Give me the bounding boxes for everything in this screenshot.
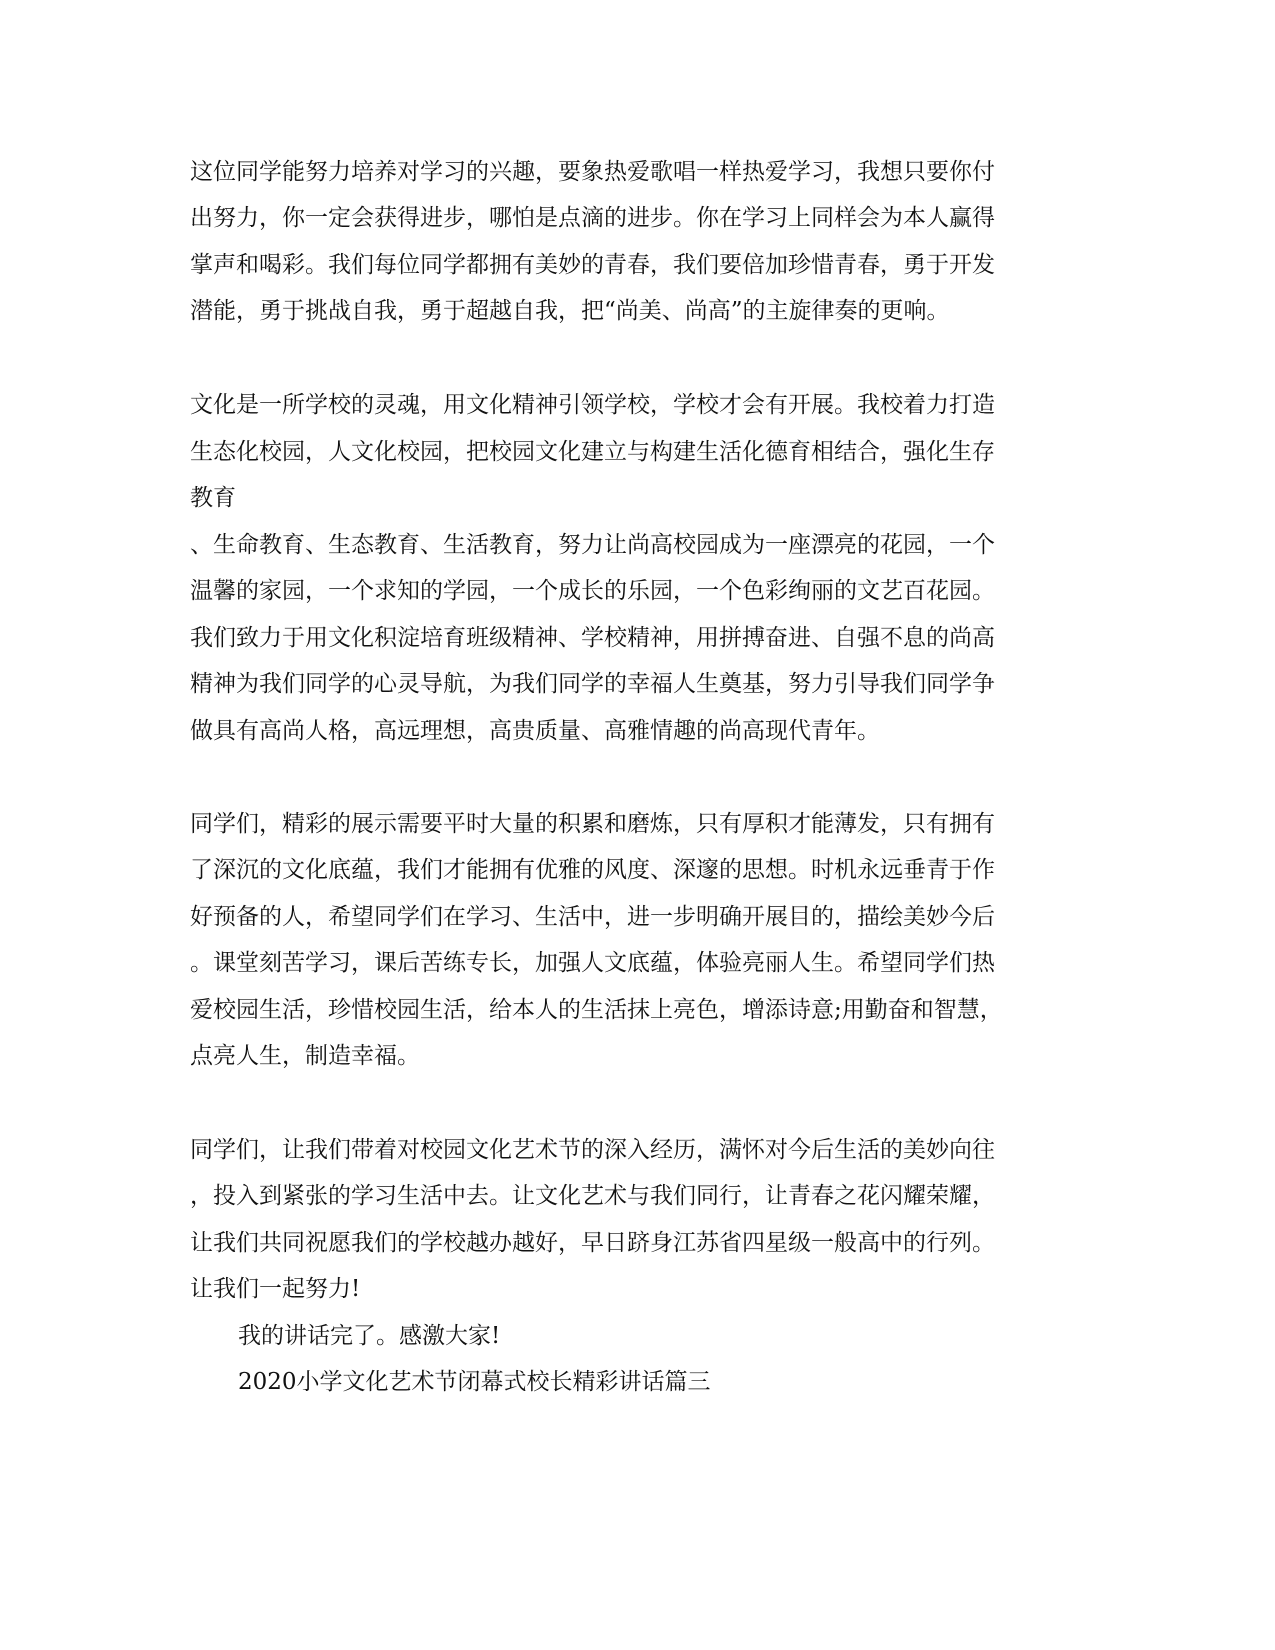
text-line: 爱校园生活，珍惜校园生活，给本人的生活抹上亮色，增添诗意;用勤奋和智慧， xyxy=(190,997,1003,1023)
text-line: 出努力，你一定会获得进步，哪怕是点滴的进步。你在学习上同样会为本人赢得 xyxy=(190,205,995,231)
text-line: 温馨的家园，一个求知的学园，一个成长的乐园，一个色彩绚丽的文艺百花园。 xyxy=(190,578,995,604)
text-line: 、生命教育、生态教育、生活教育，努力让尚高校园成为一座漂亮的花园，一个 xyxy=(190,532,995,558)
text-line: 精神为我们同学的心灵导航，为我们同学的幸福人生奠基，努力引导我们同学争 xyxy=(190,671,995,697)
text-line: ，投入到紧张的学习生活中去。让文化艺术与我们同行，让青春之花闪耀荣耀， xyxy=(190,1183,995,1209)
text-line: 这位同学能努力培养对学习的兴趣，要象热爱歌唱一样热爱学习，我想只要你付 xyxy=(190,159,995,185)
text-line: 让我们一起努力! xyxy=(190,1276,361,1302)
text-line: 好预备的人，希望同学们在学习、生活中，进一步明确开展目的，描绘美妙今后 xyxy=(190,904,995,930)
closing-line: 我的讲话完了。感激大家! xyxy=(238,1323,501,1349)
text-line: 生态化校园，人文化校园，把校园文化建立与构建生活化德育相结合，强化生存 xyxy=(190,439,995,465)
text-line: 做具有高尚人格，高远理想，高贵质量、高雅情趣的尚高现代青年。 xyxy=(190,718,880,744)
text-line: 文化是一所学校的灵魂，用文化精神引领学校，学校才会有开展。我校着力打造 xyxy=(190,392,995,418)
text-line: 让我们共同祝愿我们的学校越办越好，早日跻身江苏省四星级一般高中的行列。 xyxy=(190,1230,995,1256)
text-line: 。课堂刻苦学习，课后苦练专长，加强人文底蕴，体验亮丽人生。希望同学们热 xyxy=(190,950,995,976)
text-line: 掌声和喝彩。我们每位同学都拥有美妙的青春，我们要倍加珍惜青春，勇于开发 xyxy=(190,252,995,278)
text-line: 点亮人生，制造幸福。 xyxy=(190,1043,420,1069)
text-line: 同学们，精彩的展示需要平时大量的积累和磨炼，只有厚积才能薄发，只有拥有 xyxy=(190,811,995,837)
text-line: 教育 xyxy=(190,485,236,511)
text-line: 同学们，让我们带着对校园文化艺术节的深入经历，满怀对今后生活的美妙向往 xyxy=(190,1137,995,1163)
text-line: 了深沉的文化底蕴，我们才能拥有优雅的风度、深邃的思想。时机永远垂青于作 xyxy=(190,857,995,883)
text-line: 我们致力于用文化积淀培育班级精神、学校精神，用拼搏奋进、自强不息的尚高 xyxy=(190,625,995,651)
text-line: 潜能，勇于挑战自我，勇于超越自我，把“尚美、尚高”的主旋律奏的更响。 xyxy=(190,298,950,324)
section-title: 2020小学文化艺术节闭幕式校长精彩讲话篇三 xyxy=(238,1369,711,1395)
